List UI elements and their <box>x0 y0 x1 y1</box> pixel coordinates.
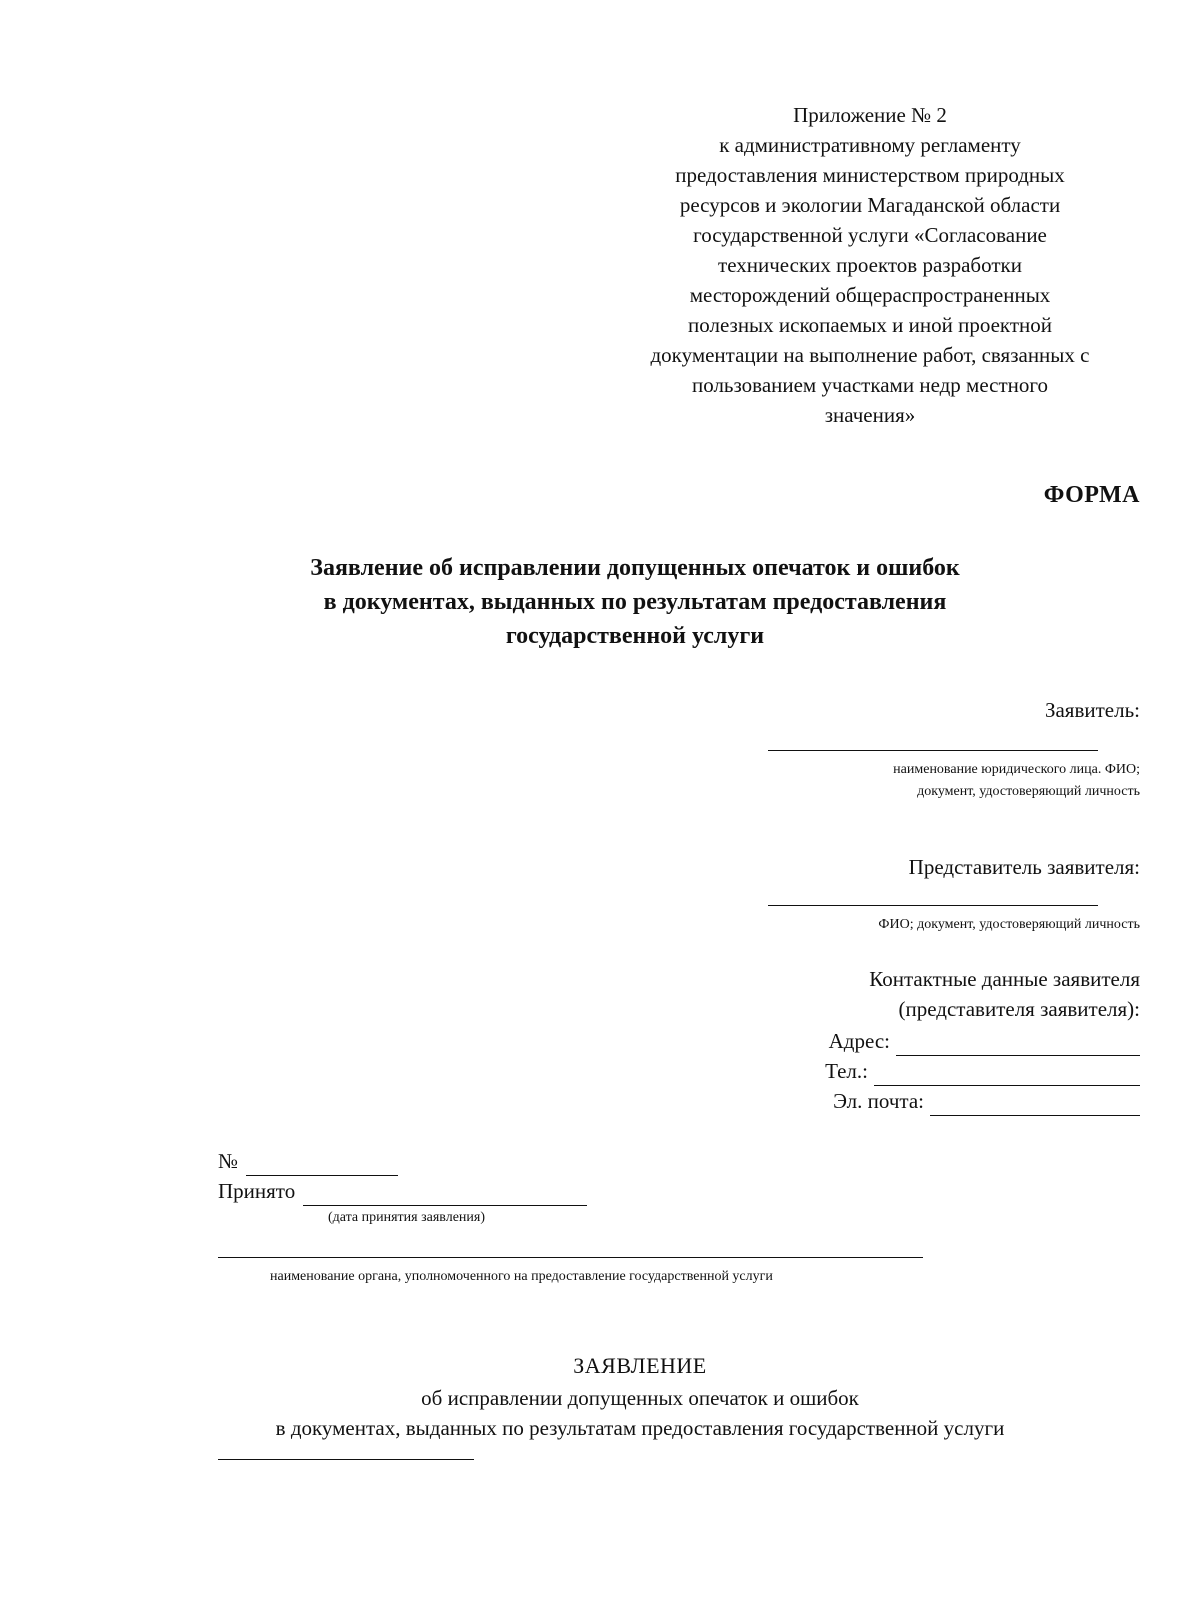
appendix-line: месторождений общераспространенных <box>689 283 1051 307</box>
appendix-line: значения» <box>824 403 916 427</box>
address-row <box>829 1026 1140 1056</box>
authority-caption: наименование органа, уполномоченного на предоставление государственной услуги <box>270 1269 773 1284</box>
representative-label: Представитель заявителя: <box>908 855 1140 879</box>
representative-caption: ФИО; документ, удостоверяющий личность <box>878 917 1140 932</box>
appendix-line: документации на выполнение работ, связанных с <box>650 343 1090 367</box>
address-label: Адрес: <box>828 1029 890 1053</box>
document-title <box>200 551 1070 653</box>
form-label: ФОРМА <box>1043 482 1140 508</box>
number-label: № <box>218 1149 239 1173</box>
title-line: государственной услуги <box>505 623 765 649</box>
email-row <box>833 1086 1140 1116</box>
appendix-line: государственной услуги «Согласование <box>693 223 1047 247</box>
authority-name-field[interactable] <box>218 1257 923 1258</box>
accepted-date-field[interactable] <box>303 1183 587 1206</box>
phone-label: Тел.: <box>825 1059 868 1083</box>
statement-line-2: в документах, выданных по результатам предоставления государственной услуги <box>275 1416 1005 1440</box>
accepted-label: Принято <box>218 1179 296 1203</box>
appendix-line: ресурсов и экологии Магаданской области <box>679 193 1061 217</box>
email-label: Эл. почта: <box>833 1089 924 1113</box>
statement-heading: ЗАЯВЛЕНИЕ <box>573 1353 707 1378</box>
phone-row <box>825 1056 1140 1086</box>
date-caption: (дата принятия заявления) <box>328 1210 486 1225</box>
appendix-line: полезных ископаемых и иной проектной <box>688 313 1052 337</box>
appendix-line: технических проектов разработки <box>718 253 1022 277</box>
email-field[interactable] <box>930 1093 1140 1116</box>
number-field[interactable] <box>246 1153 398 1176</box>
appendix-line: Приложение № 2 <box>793 103 947 127</box>
applicant-caption-1: наименование юридического лица. ФИО; <box>893 762 1140 777</box>
contacts-heading-2: (представителя заявителя): <box>898 997 1140 1021</box>
contacts-heading-1: Контактные данные заявителя <box>869 967 1140 991</box>
applicant-caption-2: документ, удостоверяющий личность <box>917 784 1140 799</box>
representative-name-field[interactable] <box>768 905 1098 906</box>
appendix-line: пользованием участками недр местного <box>691 373 1049 397</box>
statement-line-1: об исправлении допущенных опечаток и ошибок <box>421 1386 859 1410</box>
title-line: Заявление об исправлении допущенных опечаток и ошибок <box>310 555 960 581</box>
title-line: в документах, выданных по результатам предоставления <box>323 589 947 615</box>
bottom-blank-field[interactable] <box>218 1459 474 1460</box>
applicant-name-field[interactable] <box>768 750 1098 751</box>
appendix-header <box>600 100 1140 430</box>
appendix-line: к административному регламенту <box>719 133 1021 157</box>
accepted-row <box>218 1176 587 1206</box>
phone-field[interactable] <box>874 1063 1140 1086</box>
applicant-label: Заявитель: <box>1044 698 1140 722</box>
address-field[interactable] <box>896 1033 1140 1056</box>
appendix-line: предоставления министерством природных <box>675 163 1065 187</box>
number-row <box>218 1146 398 1176</box>
statement-block <box>200 1351 1080 1443</box>
